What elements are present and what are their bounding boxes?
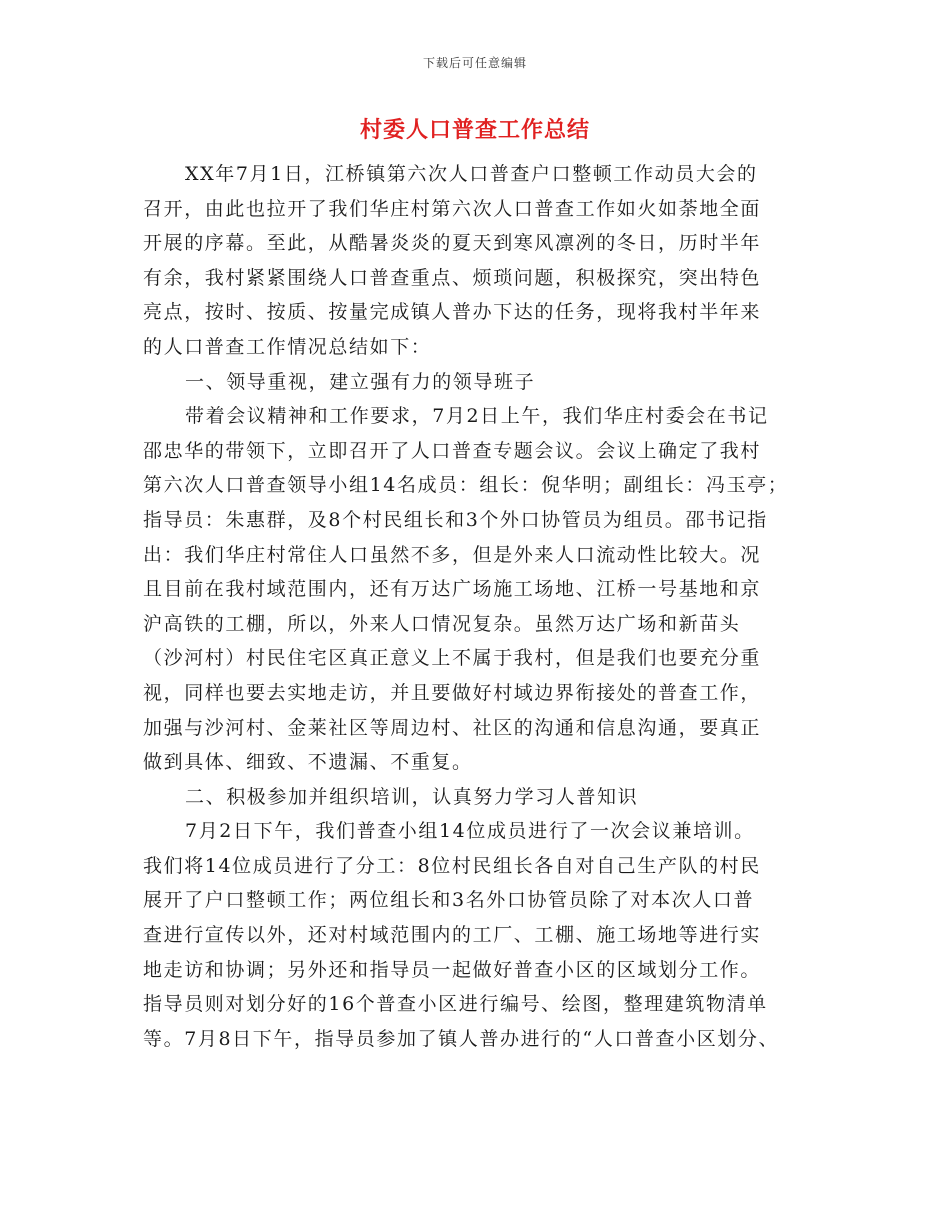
text-line: 展开了户口整顿工作；两位组长和3名外口协管员除了对本次人口普 <box>143 889 755 912</box>
text-line: 查进行宣传以外，还对村域范围内的工厂、工棚、施工场地等进行实 <box>143 924 762 947</box>
text-line: 加强与沙河村、金莱社区等周边村、社区的沟通和信息沟通，要真正 <box>143 716 762 739</box>
text-line: 带着会议精神和工作要求，7月2日上午，我们华庄村委会在书记 <box>185 405 769 428</box>
text-line: 视，同样也要去实地走访，并且要做好村域边界衔接处的普查工作， <box>143 681 762 704</box>
text-line: 出：我们华庄村常住人口虽然不多，但是外来人口流动性比较大。况 <box>143 543 762 566</box>
text-line: 第六次人口普查领导小组14名成员：组长：倪华明；副组长：冯玉亭； <box>143 474 789 497</box>
document-body <box>143 157 805 1056</box>
text-line: 召开，由此也拉开了我们华庄村第六次人口普查工作如火如荼地全面 <box>143 197 762 220</box>
text-line: 地走访和协调；另外还和指导员一起做好普查小区的区域划分工作。 <box>143 958 762 981</box>
text-line: 亮点，按时、按质、按量完成镇人普办下达的任务，现将我村半年来 <box>143 301 762 324</box>
document-title: 村委人口普查工作总结 <box>359 117 590 143</box>
text-line: 一、领导重视，建立强有力的领导班子 <box>185 370 536 393</box>
text-line: 我们将14位成员进行了分工：8位村民组长各自对自己生产队的村民 <box>143 854 761 877</box>
text-line: （沙河村）村民住宅区真正意义上不属于我村，但是我们也要充分重 <box>143 647 762 670</box>
text-line: 沪高铁的工棚，所以，外来人口情况复杂。虽然万达广场和新苗头 <box>143 612 741 635</box>
text-line: 且目前在我村域范围内，还有万达广场施工场地、江桥一号基地和京 <box>143 578 762 601</box>
text-line: 的人口普查工作情况总结如下： <box>143 335 432 358</box>
text-line: 等。7月8日下午，指导员参加了镇人普办进行的“人口普查小区划分、 <box>143 1027 780 1050</box>
text-line: 指导员：朱惠群，及8个村民组长和3个外口协管员为组员。邵书记指 <box>143 508 768 531</box>
text-line: 二、积极参加并组织培训，认真努力学习人普知识 <box>185 785 639 808</box>
text-line: 7月2日下午，我们普查小组14位成员进行了一次会议兼培训。 <box>185 820 755 843</box>
text-line: XX年7月1日，江桥镇第六次人口普查户口整顿工作动员大会的 <box>185 163 758 185</box>
text-line: 邵忠华的带领下，立即召开了人口普查专题会议。会议上确定了我村 <box>143 439 762 462</box>
text-line: 开展的序幕。至此，从酷暑炎炎的夏天到寒风凛冽的冬日，历时半年 <box>143 232 762 255</box>
text-line: 有余，我村紧紧围绕人口普查重点、烦琐问题，积极探究，突出特色 <box>143 266 762 289</box>
text-line: 指导员则对划分好的16个普查小区进行编号、绘图，整理建筑物清单 <box>143 993 768 1016</box>
text-line: 做到具体、细致、不遗漏、不重复。 <box>143 751 473 774</box>
page-header-note: 下载后可任意编辑 <box>422 56 527 70</box>
